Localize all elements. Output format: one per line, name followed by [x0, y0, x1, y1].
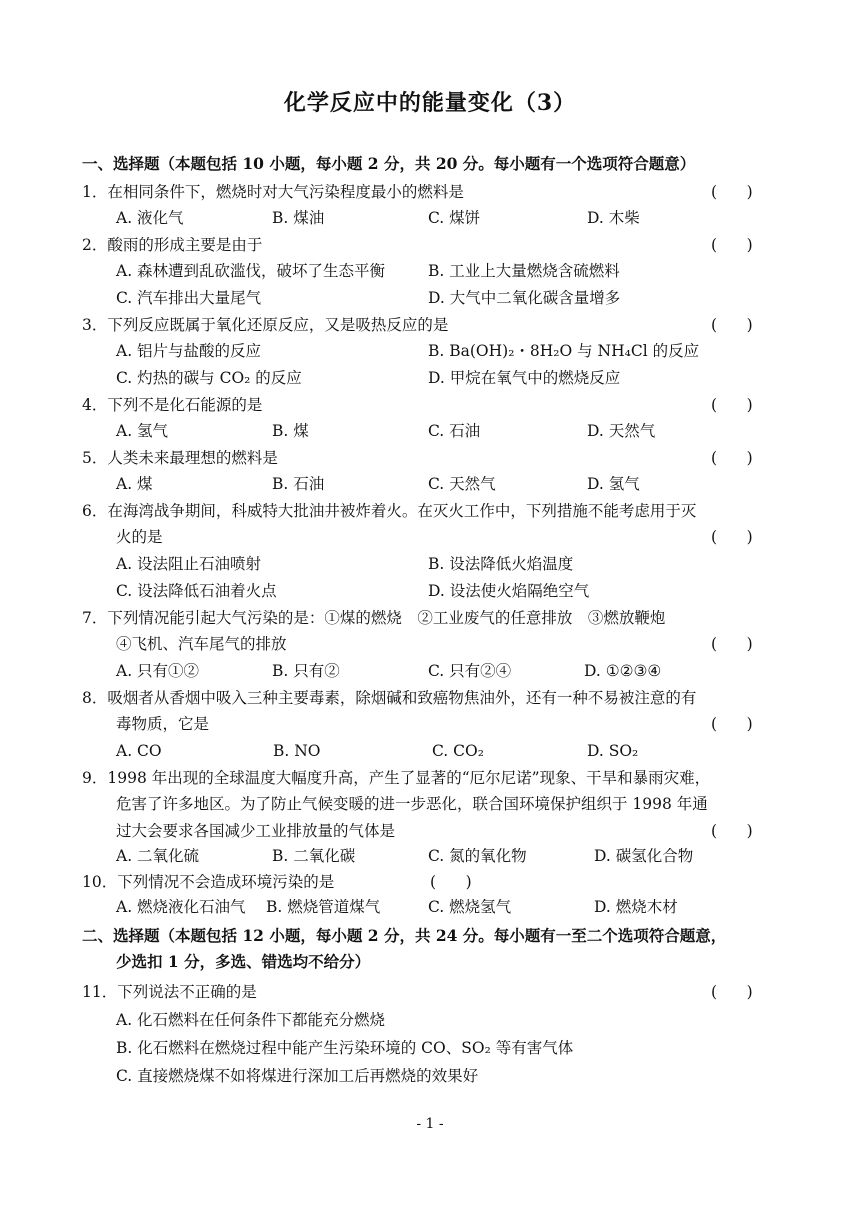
- q5-option-a: A. 煤: [116, 475, 153, 493]
- page-title: 化学反应中的能量变化（3）: [283, 90, 577, 116]
- answer-blank-9: ( ): [711, 822, 753, 840]
- question-7-stem: 7．下列情况能引起大气污染的是：①煤的燃烧 ②工业废气的任意排放 ③燃放鞭炮: [82, 609, 666, 627]
- answer-blank-4: ( ): [711, 396, 753, 414]
- q1-option-d: D. 木柴: [587, 209, 640, 227]
- question-4-stem: 4．下列不是化石能源的是: [82, 396, 263, 414]
- question-10-stem: 10．下列情况不会造成环境污染的是: [82, 873, 335, 891]
- q6-option-c: C. 设法降低石油着火点: [116, 582, 277, 600]
- q6-option-b: B. 设法降低火焰温度: [428, 555, 574, 573]
- q8-option-d: D. SO₂: [587, 742, 639, 760]
- question-3-stem: 3．下列反应既属于氧化还原反应，又是吸热反应的是: [82, 316, 449, 334]
- question-5-stem: 5．人类未来最理想的燃料是: [82, 449, 278, 467]
- q2-option-b: B. 工业上大量燃烧含硫燃料: [428, 262, 620, 280]
- q7-option-a: A. 只有①②: [116, 662, 200, 680]
- question-9-stem-cont: 危害了许多地区。为了防止气候变暖的进一步恶化，联合国环境保护组织于 1998 年通: [116, 795, 708, 813]
- q4-option-b: B. 煤: [272, 422, 309, 440]
- q10-option-d: D. 燃烧木材: [594, 898, 678, 916]
- answer-blank-1: ( ): [711, 183, 753, 201]
- q8-option-c: C. CO₂: [432, 742, 484, 760]
- q5-option-d: D. 氢气: [587, 475, 640, 493]
- q8-option-b: B. NO: [273, 742, 321, 760]
- q1-option-a: A. 液化气: [116, 209, 184, 227]
- q1-option-b: B. 煤油: [272, 209, 325, 227]
- answer-blank-11: ( ): [711, 983, 753, 1001]
- question-1-stem: 1．在相同条件下，燃烧时对大气污染程度最小的燃料是: [82, 183, 464, 201]
- q3-option-d: D. 甲烷在氧气中的燃烧反应: [428, 369, 621, 387]
- q8-option-a: A. CO: [116, 742, 162, 760]
- section-2-heading: 二、选择题（本题包括 12 小题，每小题 2 分，共 24 分。每小题有一至二个选项符合题意，: [82, 926, 727, 945]
- q3-option-c: C. 灼热的碳与 CO₂ 的反应: [116, 369, 302, 387]
- q7-option-d: D. ①②③④: [584, 662, 662, 680]
- q9-option-b: B. 二氧化碳: [272, 847, 356, 865]
- q2-option-a: A. 森林遭到乱砍滥伐，破坏了生态平衡: [116, 262, 386, 280]
- q10-option-b: B. 燃烧管道煤气: [266, 898, 381, 916]
- q2-option-c: C. 汽车排出大量尾气: [116, 289, 262, 307]
- answer-blank-2: ( ): [711, 236, 753, 254]
- q7-option-c: C. 只有②④: [428, 662, 512, 680]
- section-1-heading: 一、选择题（本题包括 10 小题，每小题 2 分，共 20 分。每小题有一个选项符合题意）: [82, 154, 696, 173]
- question-2-stem: 2．酸雨的形成主要是由于: [82, 236, 263, 254]
- q10-option-a: A. 燃烧液化石油气: [116, 898, 246, 916]
- question-6-stem: 6．在海湾战争期间，科威特大批油井被炸着火。在灭火工作中，下列措施不能考虑用于灭: [82, 502, 697, 520]
- q3-option-a: A. 铝片与盐酸的反应: [116, 342, 262, 360]
- q6-option-d: D. 设法使火焰隔绝空气: [428, 582, 590, 600]
- question-7-stem-cont: ④飞机、汽车尾气的排放: [116, 635, 287, 653]
- q4-option-a: A. 氢气: [116, 422, 169, 440]
- q7-option-b: B. 只有②: [272, 662, 340, 680]
- answer-blank-10: ( ): [430, 873, 472, 891]
- q11-option-a: A. 化石燃料在任何条件下都能充分燃烧: [116, 1011, 386, 1029]
- q4-option-c: C. 石油: [428, 422, 481, 440]
- question-9-stem: 9．1998 年出现的全球温度大幅度升高，产生了显著的“厄尔尼诺”现象、干旱和暴雨灾难，: [82, 769, 711, 787]
- question-8-stem-cont: 毒物质，它是: [116, 715, 210, 733]
- q11-option-b: B. 化石燃料在燃烧过程中能产生污染环境的 CO、SO₂ 等有害气体: [116, 1039, 574, 1057]
- answer-blank-3: ( ): [711, 316, 753, 334]
- answer-blank-5: ( ): [711, 449, 753, 467]
- q4-option-d: D. 天然气: [587, 422, 656, 440]
- q9-option-c: C. 氮的氧化物: [428, 847, 527, 865]
- q10-option-c: C. 燃烧氢气: [428, 898, 512, 916]
- q9-option-a: A. 二氧化硫: [116, 847, 200, 865]
- q2-option-d: D. 大气中二氧化碳含量增多: [428, 289, 621, 307]
- page-number: - 1 -: [416, 1116, 444, 1132]
- answer-blank-7: ( ): [711, 635, 753, 653]
- answer-blank-6: ( ): [711, 528, 753, 546]
- q6-option-a: A. 设法阻止石油喷射: [116, 555, 262, 573]
- q1-option-c: C. 煤饼: [428, 209, 481, 227]
- question-11-stem: 11．下列说法不正确的是: [82, 983, 257, 1001]
- q11-option-c: C. 直接燃烧煤不如将煤进行深加工后再燃烧的效果好: [116, 1067, 479, 1085]
- q3-option-b: B. Ba(OH)₂・8H₂O 与 NH₄Cl 的反应: [428, 342, 700, 360]
- question-6-stem-cont: 火的是: [116, 528, 163, 546]
- section-2-heading-cont: 少选扣 1 分，多选、错选均不给分）: [116, 952, 371, 971]
- q5-option-c: C. 天然气: [428, 475, 496, 493]
- answer-blank-8: ( ): [711, 715, 753, 733]
- question-9-stem-cont-2: 过大会要求各国减少工业排放量的气体是: [116, 822, 396, 840]
- q9-option-d: D. 碳氢化合物: [594, 847, 694, 865]
- question-8-stem: 8．吸烟者从香烟中吸入三种主要毒素，除烟碱和致癌物焦油外，还有一种不易被注意的有: [82, 689, 697, 707]
- q5-option-b: B. 石油: [272, 475, 325, 493]
